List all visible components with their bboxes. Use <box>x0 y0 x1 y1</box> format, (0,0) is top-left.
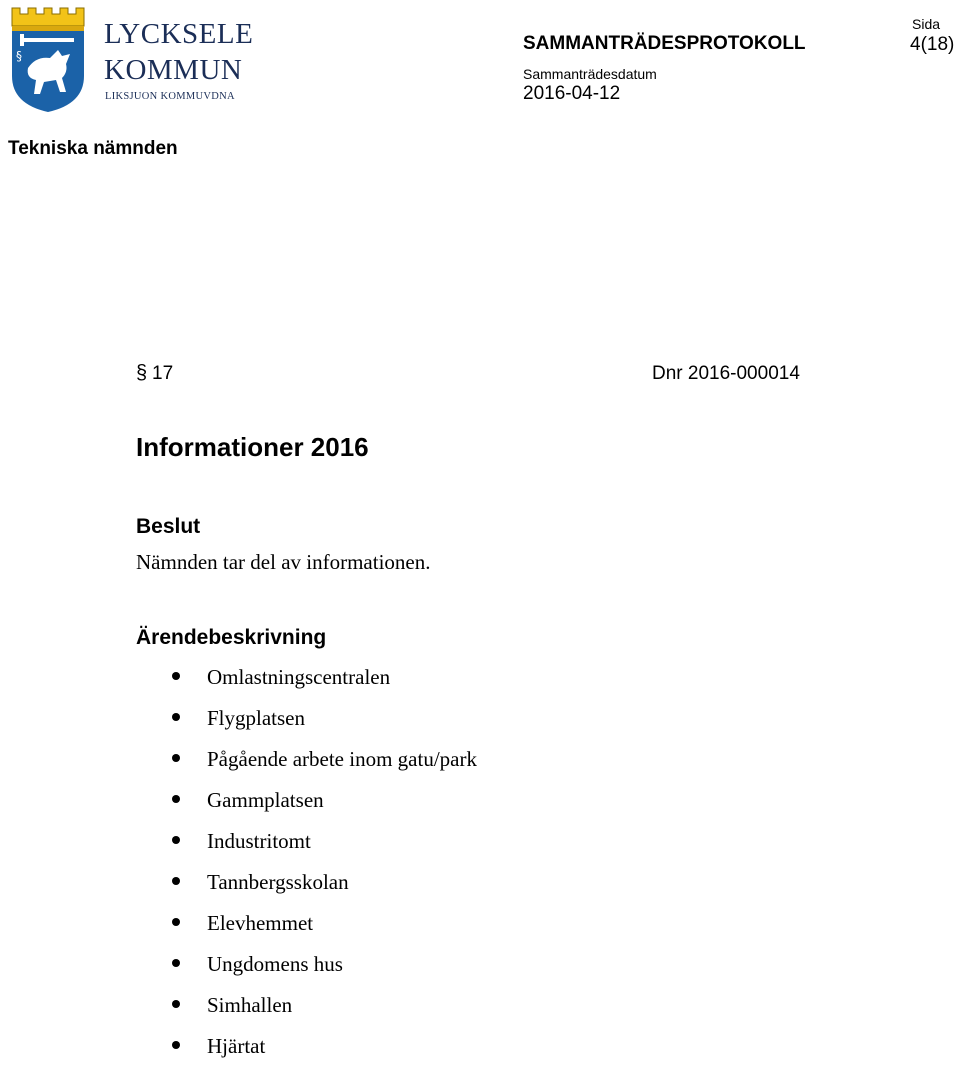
bullet-icon <box>172 795 180 803</box>
list-item-text: Omlastningscentralen <box>207 665 391 689</box>
list-item-text: Elevhemmet <box>207 911 314 935</box>
list-item-text: Industritomt <box>207 829 311 853</box>
meeting-date: 2016-04-12 <box>523 83 621 104</box>
bullet-icon <box>172 959 180 967</box>
bullet-icon <box>172 918 180 926</box>
page-number: 4(18) <box>910 34 955 55</box>
case-number: Dnr 2016-000014 <box>652 363 800 384</box>
decision-heading: Beslut <box>136 515 201 538</box>
logo-line-2: KOMMUN <box>104 54 243 86</box>
list-item-text: Pågående arbete inom gatu/park <box>207 747 477 771</box>
bullet-icon <box>172 713 180 721</box>
list-item-text: Gammplatsen <box>207 788 324 812</box>
list-item-text: Hjärtat <box>207 1034 266 1058</box>
list-item-text: Ungdomens hus <box>207 952 343 976</box>
paragraph-number: 17 <box>152 363 174 384</box>
bullet-icon <box>172 672 180 680</box>
description-heading: Ärendebeskrivning <box>136 626 327 649</box>
list-item-text: Tannbergsskolan <box>207 870 349 894</box>
svg-text:§: § <box>16 49 22 63</box>
bullet-icon <box>172 1000 180 1008</box>
committee-name: Tekniska nämnden <box>8 138 178 159</box>
list-item-text: Simhallen <box>207 993 293 1017</box>
page-label: Sida <box>912 16 941 32</box>
document-type: SAMMANTRÄDESPROTOKOLL <box>523 33 806 54</box>
bullet-icon <box>172 877 180 885</box>
bullet-icon <box>172 836 180 844</box>
bullet-icon <box>172 1041 180 1049</box>
meeting-date-label: Sammanträdesdatum <box>523 66 657 82</box>
logo-line-3: LIKSJUON KOMMUVDNA <box>105 91 235 102</box>
bullet-icon <box>172 754 180 762</box>
section-title: Informationer 2016 <box>136 432 369 462</box>
paragraph-mark: § <box>136 362 148 384</box>
municipality-logo <box>8 6 254 114</box>
list-item-text: Flygplatsen <box>207 706 305 730</box>
decision-text: Nämnden tar del av informationen. <box>136 550 431 574</box>
coat-of-arms-icon <box>8 6 86 114</box>
logo-line-1: LYCKSELE <box>104 18 254 50</box>
